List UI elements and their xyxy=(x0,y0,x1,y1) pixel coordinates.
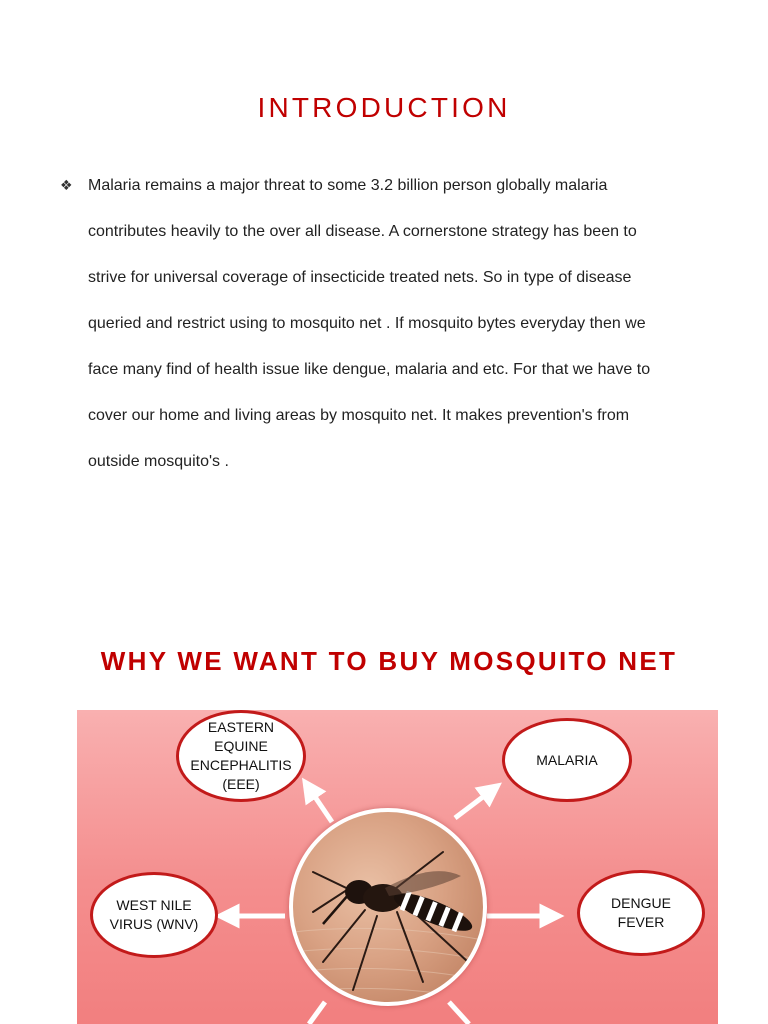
diamond-bullet-icon: ❖ xyxy=(60,177,73,193)
page-title: INTRODUCTION xyxy=(257,92,511,123)
intro-line-5: face many find of health issue like dengue, malaria and etc. For that we have to xyxy=(88,361,651,378)
disease-bubble-malaria xyxy=(502,718,632,802)
disease-bubble-dengue xyxy=(577,870,705,956)
intro-line-3: strive for universal coverage of insecticide treated nets. So in type of disease xyxy=(88,269,632,286)
arrow-bottom-left xyxy=(309,1002,325,1024)
disease-label-eee: EASTERN EQUINE ENCEPHALITIS (EEE) xyxy=(190,719,292,792)
introduction-text xyxy=(88,163,748,485)
disease-label-dengue: DENGUE FEVER xyxy=(611,895,671,930)
disease-bubble-wnv xyxy=(90,872,218,958)
intro-line-1: Malaria remains a major threat to some 3.2 billion person globally malaria xyxy=(88,177,608,194)
disease-diagram xyxy=(77,710,718,1024)
intro-line-6: cover our home and living areas by mosquito net. It makes prevention's from xyxy=(88,407,630,424)
intro-line-2: contributes heavily to the over all disease. A cornerstone strategy has been to xyxy=(88,223,637,240)
intro-line-7: outside mosquito's . xyxy=(88,453,229,470)
arrow-bottom-right xyxy=(449,1002,469,1024)
intro-line-4: queried and restrict using to mosquito net . If mosquito bytes everyday then we xyxy=(88,315,646,332)
mosquito-photo xyxy=(289,808,487,1006)
mosquito-icon xyxy=(293,812,483,1002)
disease-label-malaria: MALARIA xyxy=(536,751,598,768)
arrow-to-malaria xyxy=(455,790,492,818)
disease-bubble-eee xyxy=(176,710,306,802)
disease-label-wnv: WEST NILE VIRUS (WNV) xyxy=(109,897,199,932)
arrow-to-eee xyxy=(309,788,332,822)
section-heading: WHY WE WANT TO BUY MOSQUITO NET xyxy=(100,646,678,676)
